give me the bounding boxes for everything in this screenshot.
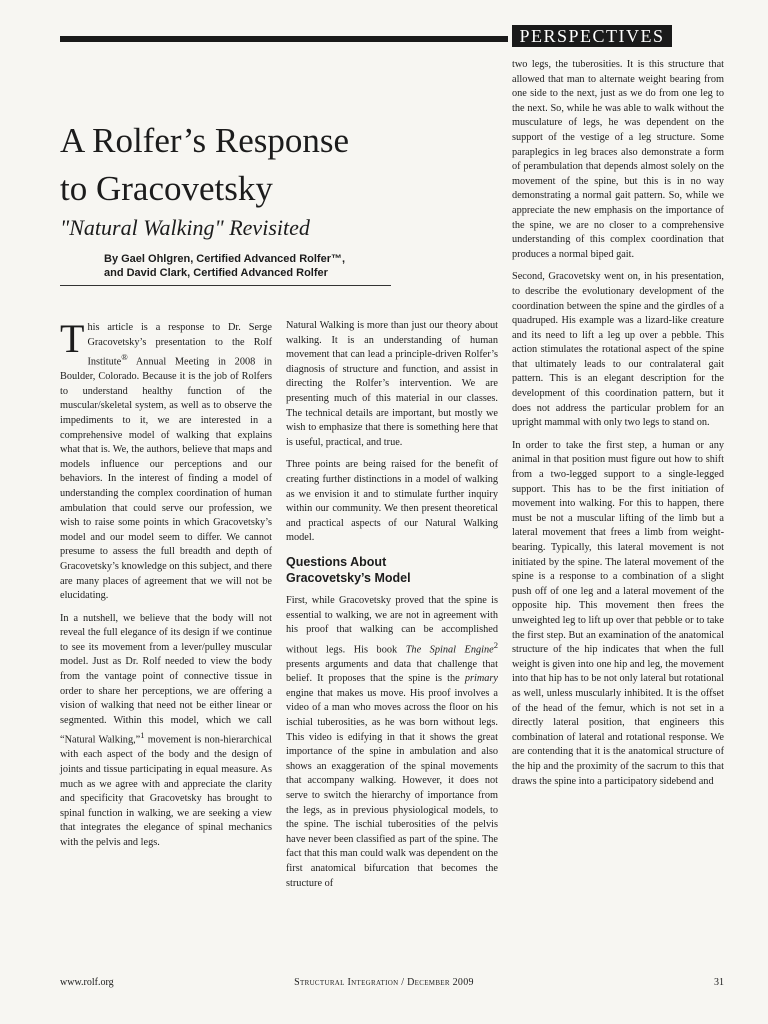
paragraph-three-points: Three points are being raised for the benefit of creating further distinctions in a model of walking as we envision it and to stimulate further inquiry within our community. We then present theoretical and practical aspects of our Natural Walking model. [286,459,498,544]
nutshell-text-a: In a nutshell, we believe that the body will not reveal the full elegance of its design if we continue to see its movement from a lever/pulley muscular model. Just as Dr. Rolf needed to view the body from the vantage point of connective tissue in order to share her perceptions, we are offering a vision of walking that need not be either linear or segmented. Within this model, which we call “Natural Walking,” [60,612,272,746]
paragraph-intro [60,316,272,604]
byline-rule [60,285,391,286]
title-line-1: A Rolfer’s Response [60,121,350,160]
column-middle [286,319,498,899]
article-subtitle: "Natural Walking" Revisited [60,215,310,240]
first-text-c: engine that makes us move. His proof involves a video of a man who moves across the floor on his ischial tuberosities, as he was born without legs. This video is edifying in that it shows the great importance of the spine in ambulation and also shows an exaggeration of the spinal movements that accompany walking. However, it does not serve to switch the hierarchy of importance from the legs, as in previous physiological models, to the spine. The ischial tuberosities of the pelvis have never been classified as part of the spine. The fact that this man could walk was dependent on the first anatomical bifurcation that becomes the structure of [286,687,498,889]
byline-line-1: By Gael Ohlgren, Certified Advanced Rolfer™, [104,253,346,265]
subhead-line-1: Questions About [286,554,387,569]
footer-website: www.rolf.org [60,977,114,988]
paragraph-natural-walking: Natural Walking is more than just our theory about walking. It is an understanding of human movement that can lead a principle-driven Rolfer’s diagnosis of structure and function, and assist in directing the Rolfer’s intervention. We are presenting much of this material in our classes. The technical details are important, but mostly we wish to emphasize that there is something here that is useful, practical, and true. [286,320,498,448]
article-title [60,117,500,213]
first-text-a: First, while Gracovetsky proved that the spine is essential to walking, we are not in agreement with his proof that walking can be accomplished without legs. His book [286,594,498,656]
byline [104,252,404,280]
column-right [512,58,724,797]
section-label: PERSPECTIVES [512,25,672,47]
footnote-ref-2: 2 [493,639,498,650]
paragraph-nutshell [60,612,272,851]
section-heading [286,554,498,586]
subhead-line-2: Gracovetsky’s Model [286,570,411,585]
intro-text-b: Annual Meeting in 2008 in Boulder, Colorado. Because it is the job of Rolfers to understand healthy function of the muscular/skeletal system, as well as to observe the impediments to it, we are interested in a comprehensive model of walking that explains what that is. We, the authors, believe that maps and models influence our perceptions and our behaviors. In the interest of finding a model of understanding the complex coordination of human ambulation that could serve our profession, we wish to raise some points in which Gracovetsky’s model and our model seem to differ. We cannot presume to assess the full breadth and depth of Gracovetsky’s knowledge on this subject, and there are many places of agreement that we will not be elucidating. [60,356,272,602]
intro-text-a: his article is a response to Dr. Serge Gracovetsky’s presentation to the Rolf Institute [87,322,272,368]
drop-cap: T [60,316,85,361]
byline-line-2: and David Clark, Certified Advanced Rolfer [104,267,328,279]
column-left [60,316,272,859]
nutshell-text-b: movement is non-hierarchical with each aspect of the body and the design of joints and tissue participating in equal measure. As much as we agree with and appreciate the clarity and specificity that Gracovetsky has brought to spinal function in walking, we are seeking a view that integrates the elegance of spinal mechanics with the pelvis and legs. [60,734,272,849]
paragraph-first-point [286,594,498,891]
header-rule [60,36,508,42]
emphasis-primary: primary [464,673,498,685]
footnote-ref-1: 1 [140,730,145,741]
paragraph-second-point: Second, Gracovetsky went on, in his presentation, to describe the evolutionary development of the coordination between the spine and the girdles of a quadruped. His example was a lizard-like creature and its need to lift a leg up over a pebble. This action stimulates the rotational aspect of the spine that ultimately leads to our contralateral gait pattern. This is an elegant description for the development of this coordination pattern, but it does not address the particular problem for an upright mammal with only two legs to stand on. [512,271,724,429]
first-text-b: presents arguments and data that challenge that belief. It proposes that the spine is the [286,658,498,685]
title-line-2: to Gracovetsky [60,169,273,208]
footer-journal: Structural Integration / December 2009 [294,977,474,988]
paragraph-tuberosities: two legs, the tuberosities. It is this structure that allowed that man to alternate weight bearing from one side to the next, just as we do from one leg to the next. So, while he was able to walk without the musculature of legs, he was dependent on the support of the vestige of a leg structure. Some paraplegics in leg braces also demonstrate a form of perambulation that depends almost solely on the movement of the spine, but this is in no way demonstrating a normal gait pattern. So, while we appreciate the new emphasis on the importance of the spine, we are no closer to a comprehensive understanding of this complex coordination that produces a normal biped gait. [512,59,724,260]
book-title: The Spinal Engine [405,644,494,656]
page-number: 31 [714,977,724,988]
registered-mark: ® [121,352,128,363]
paragraph-first-step: In order to take the first step, a human or any animal in that position must figure out how to shift from a two-legged support to a single-legged support. This has to be the first initiation of movement into walking. For this to happen, there must be not a muscular lifting of the limb but a lateral movement that frees a limb from weight-bearing. Typically, this lateral movement is not initiated by the spine. The lateral movement of the spine is a response to a combination of a slight push off of one leg and a lateral movement of the opposite hip. This movement then frees the unweighted leg to lift up over that pebble or to take the first step. But an examination of the anatomical structure of the hip indicates that when the full weight is given into one hip and leg, the movement into that hip has to be not only lateral but rotational as well, unless muscularly inhibited. It is the offset of the head of the femur, which is not set in a directly lateral position, that engineers this combination of lateral and rotational response. We are contending that it is the anatomical structure of the hip and the proximity of the sacrum to this that draws the spine into a participatory sidebend and [512,439,724,787]
